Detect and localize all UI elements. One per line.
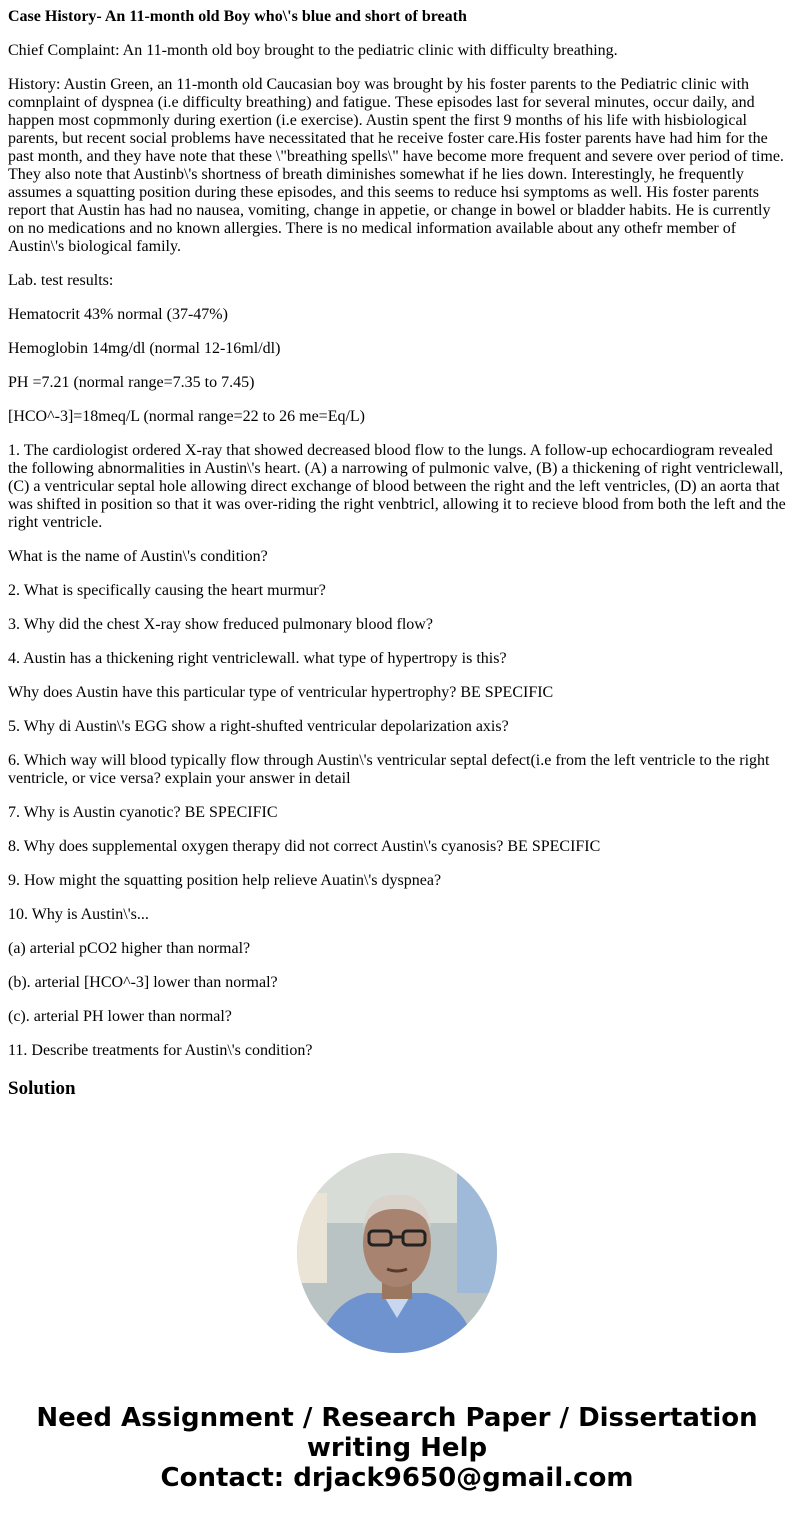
question-paragraph: 4. Austin has a thickening right ventriclewall. what type of hypertropy is this? bbox=[8, 650, 507, 667]
question-paragraph: Hemoglobin 14mg/dl (normal 12-16ml/dl) bbox=[8, 340, 281, 357]
question-paragraph: 11. Describe treatments for Austin\'s condition? bbox=[8, 1042, 313, 1059]
question-paragraph: What is the name of Austin\'s condition? bbox=[8, 548, 268, 565]
question-paragraph: Lab. test results: bbox=[8, 272, 114, 289]
question-paragraph: PH =7.21 (normal range=7.35 to 7.45) bbox=[8, 374, 255, 391]
page-title: Case History- An 11-month old Boy who\'s blue and short of breath bbox=[8, 8, 467, 25]
question-paragraph: (a) arterial pCO2 higher than normal? bbox=[8, 940, 251, 957]
question-paragraph: Why does Austin have this particular type of ventricular hypertrophy? BE SPECIFIC bbox=[8, 684, 554, 701]
question-paragraph: 8. Why does supplemental oxygen therapy did not correct Austin\'s cyanosis? BE SPECIFIC bbox=[8, 838, 601, 855]
question-list bbox=[8, 272, 788, 1060]
question-paragraph: 1. The cardiologist ordered X-ray that showed decreased blood flow to the lungs. A follow-up echocardiogram revealed the following abnormalities in Austin\'s heart. (A) a narrowing of pulmonic valve, (B) a thickening of right ventriclewall, (C) a ventricular septal hole allowing direct exchange of blood between the right and the left ventricles, (D) an aorta that was shifted in position so that it was over-riding the right venbtricl, allowing it to recieve blood from both the left and the right ventricle. bbox=[8, 442, 786, 531]
question-paragraph: (c). arterial PH lower than normal? bbox=[8, 1008, 232, 1025]
footer-banner bbox=[0, 1403, 794, 1493]
document-body bbox=[8, 0, 788, 1122]
question-paragraph: 10. Why is Austin\'s... bbox=[8, 906, 149, 923]
footer-help-text: Need Assignment / Research Paper / Dissertation writing Help bbox=[36, 1403, 758, 1463]
chief-complaint: Chief Complaint: An 11-month old boy brought to the pediatric clinic with difficulty breathing. bbox=[8, 42, 618, 59]
question-paragraph: 5. Why di Austin\'s EGG show a right-shufted ventricular depolarization axis? bbox=[8, 718, 509, 735]
question-paragraph: 7. Why is Austin cyanotic? BE SPECIFIC bbox=[8, 804, 278, 821]
question-paragraph: [HCO^-3]=18meq/L (normal range=22 to 26 me=Eq/L) bbox=[8, 408, 366, 425]
history: History: Austin Green, an 11-month old Caucasian boy was brought by his foster parents to the Pediatric clinic with comnplaint of dyspnea (i.e difficulty breathing) and fatigue. These episodes last for several minutes, occur daily, and happen most copmmonly during exertion (i.e exercise). Austin spent the first 9 months of his life with hisbiological parents, but recent social problems have necessitated that he receive foster care.His foster parents have had him for the past month, and they have note that these \"breathing spells\" have become more frequent and severe over period of time. They also note that Austinb\'s shortness of breath diminishes somewhat if he lies down. Interestingly, he frequently assumes a squatting position during these episodes, and this seems to reduce hsi symptoms as well. His foster parents report that Austin has had no nausea, vomiting, change in appetie, or change in bowel or bladder habits. He is currently on no medications and no known allergies. There is no medical information available about any othefr member of Austin\'s biological family. bbox=[8, 76, 784, 255]
question-paragraph: (b). arterial [HCO^-3] lower than normal? bbox=[8, 974, 278, 991]
author-avatar bbox=[297, 1153, 497, 1353]
question-paragraph: 2. What is specifically causing the heart murmur? bbox=[8, 582, 326, 599]
question-paragraph: 6. Which way will blood typically flow through Austin\'s ventricular septal defect(i.e from the left ventricle to the right ventricle, or vice versa? explain your answer in detail bbox=[8, 752, 770, 787]
solution-heading: Solution bbox=[8, 1078, 76, 1099]
question-paragraph: 3. Why did the chest X-ray show freduced pulmonary blood flow? bbox=[8, 616, 433, 633]
footer-contact[interactable]: Contact: drjack9650@gmail.com bbox=[160, 1463, 634, 1493]
question-paragraph: 9. How might the squatting position help relieve Auatin\'s dyspnea? bbox=[8, 872, 442, 889]
question-paragraph: Hematocrit 43% normal (37-47%) bbox=[8, 306, 228, 323]
